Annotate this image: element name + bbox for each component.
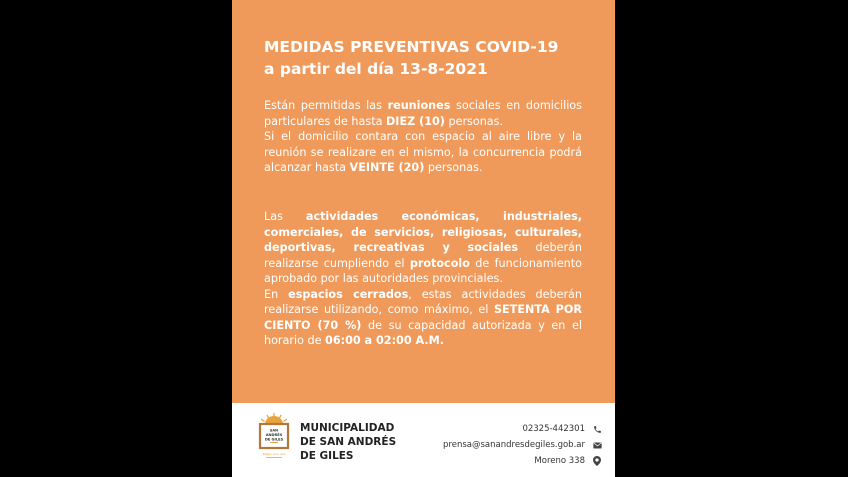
title-line-1: MEDIDAS PREVENTIVAS COVID-19	[264, 38, 559, 56]
poster	[232, 0, 615, 477]
municipality-name	[300, 421, 396, 463]
text-span: , estas actividades deberán realizarse utilizando, como máximo, el	[264, 287, 583, 316]
text-span: personas.	[444, 114, 504, 128]
bold-span: DIEZ (10)	[386, 114, 445, 128]
text-span: de funcionamiento aprobado por las autoridades provinciales.	[264, 256, 582, 285]
bold-span: VEINTE (20)	[349, 161, 425, 174]
bold-span: 06:00 a 02:00 A.M.	[325, 334, 445, 347]
bold-span: reuniones	[387, 99, 451, 112]
paragraph-reuniones	[264, 98, 582, 176]
svg-text:Elegís vivir acá: Elegís vivir acá	[262, 452, 286, 456]
text-span: Si el domicilio contara con espacio al aire libre y la reunión se realizare en el mismo, la concurrencia podrá alcanzar hasta	[264, 130, 582, 174]
text-span: Las	[264, 210, 306, 223]
text-span: En	[264, 287, 289, 301]
contact-phone	[403, 421, 603, 437]
svg-text:DE GILES: DE GILES	[264, 437, 284, 442]
svg-text:SAN: SAN	[269, 428, 279, 433]
bold-span: SETENTA POR CIENTO (70 %)	[264, 303, 583, 332]
address-text: Moreno 338	[534, 456, 585, 466]
bold-span: actividades económicas, industriales, comerciales, de servicios, religiosas, culturales, deportivas, recreativas y sociales	[264, 210, 582, 254]
location-pin-icon	[591, 456, 603, 466]
contact-info	[403, 421, 603, 469]
phone-icon	[591, 425, 603, 434]
text-span: Están permitidas las	[264, 99, 388, 112]
bold-span: protocolo	[409, 256, 470, 270]
title-line-2: a partir del día 13-8-2021	[264, 60, 488, 78]
email-text: prensa@sanandresdegiles.gob.ar	[443, 440, 585, 450]
mail-icon	[591, 442, 603, 449]
muni-line: DE GILES	[300, 450, 354, 462]
svg-text:ANDRÉS: ANDRÉS	[265, 433, 283, 437]
footer	[232, 403, 615, 477]
contact-email	[403, 437, 603, 453]
contact-address	[403, 453, 603, 469]
paragraph-actividades	[264, 209, 582, 349]
muni-line: DE SAN ANDRÉS	[300, 436, 397, 448]
text-span: de su capacidad autorizada y en el horario de	[264, 318, 582, 347]
muni-line: MUNICIPALIDAD	[300, 422, 395, 434]
phone-text: 02325-442301	[522, 424, 585, 434]
bold-span: espacios cerrados	[288, 287, 409, 301]
municipal-logo	[256, 411, 292, 461]
text-span: sociales en domicilios particulares de hasta	[264, 99, 582, 128]
poster-title	[264, 36, 594, 80]
text-span: deberán realizarse cumpliendo el	[264, 241, 582, 270]
text-span: personas.	[424, 161, 483, 174]
